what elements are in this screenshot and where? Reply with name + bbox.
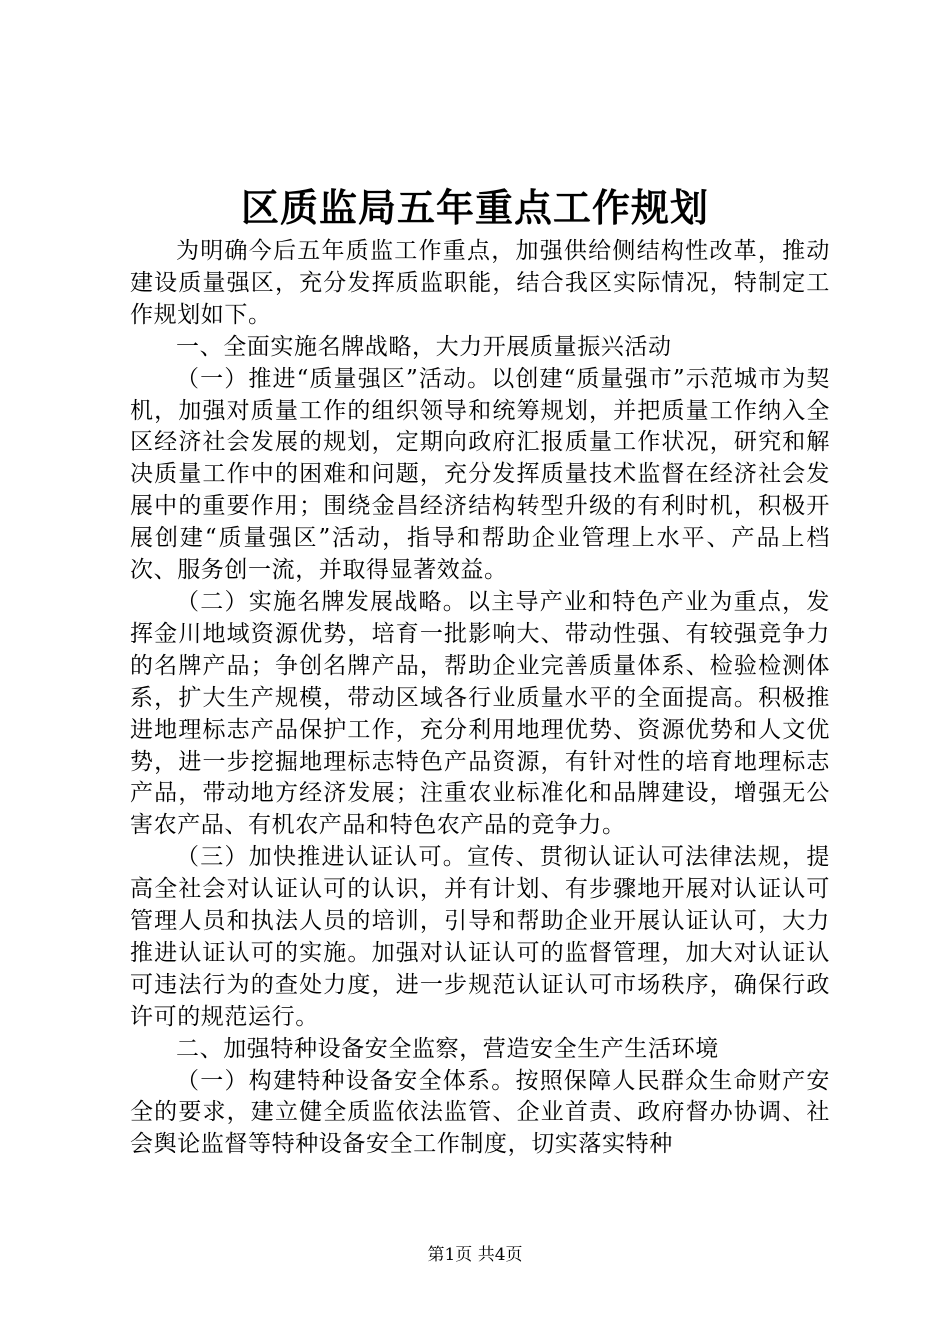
paragraph-1-3: （三）加快推进认证认可。宣传、贯彻认证认可法律法规，提高全社会对认证认可的认识，并有计划、有步骤地开展对认证认可管理人员和执法人员的培训，引导和帮助企业开展认证认可，大力推进认证认可的实施。加强对认证认可的监督管理，加大对认证认可违法行为的查处力度，进一步规范认证认可市场秩序，确保行政许可的规范运行。 bbox=[130, 844, 830, 1030]
section-heading-2: 二、加强特种设备安全监察，营造安全生产生活环境 bbox=[176, 1035, 719, 1062]
page-number-footer: 第1页 共4页 bbox=[427, 1245, 523, 1265]
intro-paragraph: 为明确今后五年质监工作重点，加强供给侧结构性改革，推动建设质量强区，充分发挥质监职能，结合我区实际情况，特制定工作规划如下。 bbox=[130, 238, 830, 328]
paragraph-2-1: （一）构建特种设备安全体系。按照保障人民群众生命财产安全的要求，建立健全质监依法监管、企业首责、政府督办协调、社会舆论监督等特种设备安全工作制度，切实落实特种 bbox=[130, 1067, 830, 1158]
section-heading-1: 一、全面实施名牌战略，大力开展质量振兴活动 bbox=[176, 333, 672, 360]
document-body bbox=[130, 236, 830, 1161]
paragraph-1-1: （一）推进“质量强区”活动。以创建“质量强市”示范城市为契机，加强对质量工作的组织领导和统筹规划，并把质量工作纳入全区经济社会发展的规划，定期向政府汇报质量工作状况，研究和解决质量工作中的困难和问题，充分发挥质量技术监督在经济社会发展中的重要作用；围绕金昌经济结构转型升级的有利时机，积极开展创建“质量强区”活动，指导和帮助企业管理上水平、产品上档次、服务创一流，并取得显著效益。 bbox=[130, 365, 830, 584]
paragraph-1-2: （二）实施名牌发展战略。以主导产业和特色产业为重点，发挥金川地域资源优势，培育一批影响大、带动性强、有较强竞争力的名牌产品；争创名牌产品，帮助企业完善质量体系、检验检测体系，扩大生产规模，带动区域各行业质量水平的全面提高。积极推进地理标志产品保护工作，充分利用地理优势、资源优势和人文优势，进一步挖掘地理标志特色产品资源，有针对性的培育地理标志产品，带动地方经济发展；注重农业标准化和品牌建设，增强无公害农产品、有机农产品和特色农产品的竞争力。 bbox=[130, 588, 830, 839]
document-title: 区质监局五年重点工作规划 bbox=[240, 185, 709, 230]
